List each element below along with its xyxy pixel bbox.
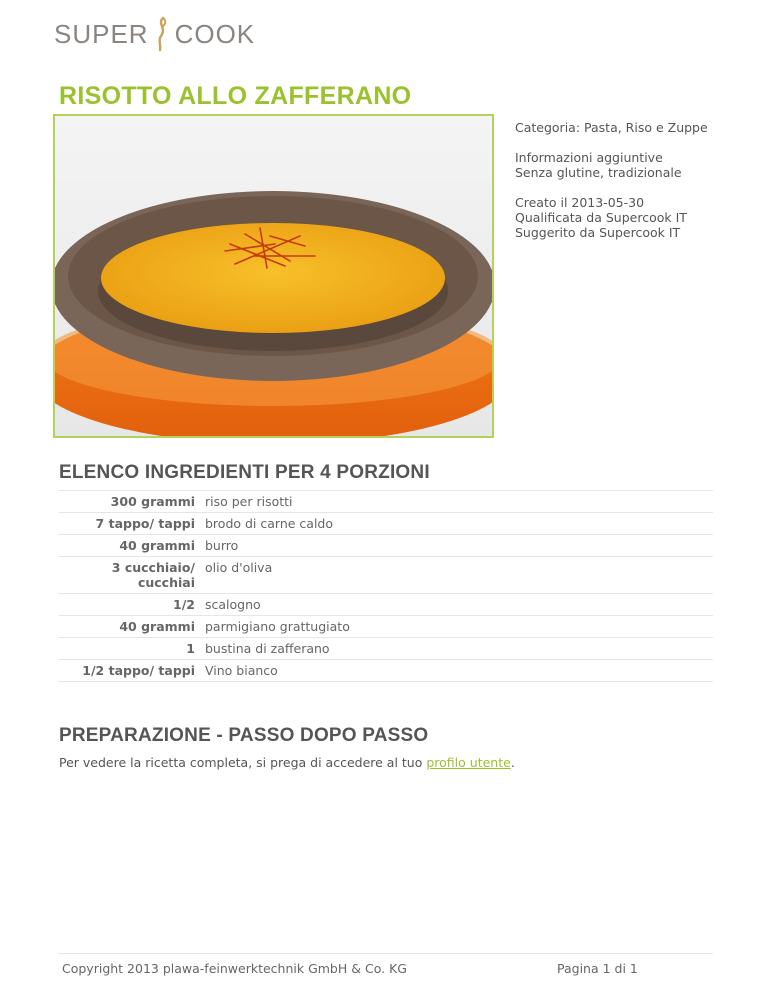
prep-text-after: .: [510, 755, 515, 770]
ingredient-qty: 1/2: [173, 597, 195, 612]
prep-text-before: Per vedere la ricetta completa, si prega di accedere al tuo: [59, 755, 427, 770]
footer-copyright: Copyright 2013 plawa-feinwerktechnik GmbH & Co. KG: [62, 961, 407, 976]
logo-text-super: SUPER: [54, 18, 149, 49]
risotto-image: [55, 116, 492, 436]
ingredient-row: [59, 660, 713, 682]
ingredient-name: brodo di carne caldo: [205, 516, 334, 531]
ingredient-name: bustina di zafferano: [205, 641, 330, 656]
recipe-title: RISOTTO ALLO ZAFFERANO: [59, 82, 412, 110]
ingredient-row: [59, 557, 713, 594]
ingredient-name: parmigiano grattugiato: [205, 619, 350, 634]
additional-info: [515, 150, 715, 180]
qualified-by: Qualificata da Supercook IT: [515, 210, 687, 225]
user-profile-link[interactable]: profilo utente: [426, 755, 511, 770]
info-value: Senza glutine, tradizionale: [515, 165, 682, 180]
ingredient-row: [59, 616, 713, 638]
ingredient-qty: 300 grammi: [110, 494, 195, 509]
ingredient-row: [59, 638, 713, 660]
ingredient-name: Vino bianco: [205, 663, 278, 678]
category-text: Categoria: Pasta, Riso e Zuppe: [515, 120, 708, 135]
preparation-text: [59, 755, 515, 770]
ingredient-row: [59, 491, 713, 513]
ingredient-qty: 7 tappo/ tappi: [95, 516, 195, 531]
ingredient-name: scalogno: [205, 597, 261, 612]
ingredient-qty: 3 cucchiaio/ cucchiai: [111, 560, 195, 590]
ingredients-table: [59, 490, 713, 682]
preparation-heading: PREPARAZIONE - PASSO DOPO PASSO: [59, 725, 429, 746]
ingredient-row: [59, 535, 713, 557]
footer-divider: [59, 953, 713, 954]
ingredient-qty: 40 grammi: [119, 619, 195, 634]
ingredients-heading: ELENCO INGREDIENTI PER 4 PORZIONI: [59, 462, 430, 483]
footer-page-number: Pagina 1 di 1: [557, 961, 638, 976]
ingredient-name: burro: [205, 538, 239, 553]
info-label: Informazioni aggiuntive: [515, 150, 663, 165]
herb-sprig-icon: [149, 14, 175, 54]
recipe-photo: [53, 114, 494, 438]
ingredient-qty: 1/2 tappo/ tappi: [82, 663, 195, 678]
ingredient-name: olio d'oliva: [205, 560, 273, 575]
created-date: Creato il 2013-05-30: [515, 195, 645, 210]
logo-text-cook: COOK: [174, 18, 256, 49]
suggested-by: Suggerito da Supercook IT: [515, 225, 681, 240]
ingredient-qty: 1: [186, 641, 195, 656]
ingredient-row: [59, 594, 713, 616]
ingredient-qty: 40 grammi: [119, 538, 195, 553]
supercook-logo[interactable]: [54, 14, 255, 54]
ingredient-name: riso per risotti: [205, 494, 293, 509]
recipe-meta: [515, 120, 715, 255]
ingredient-row: [59, 513, 713, 535]
credits: [515, 195, 715, 240]
